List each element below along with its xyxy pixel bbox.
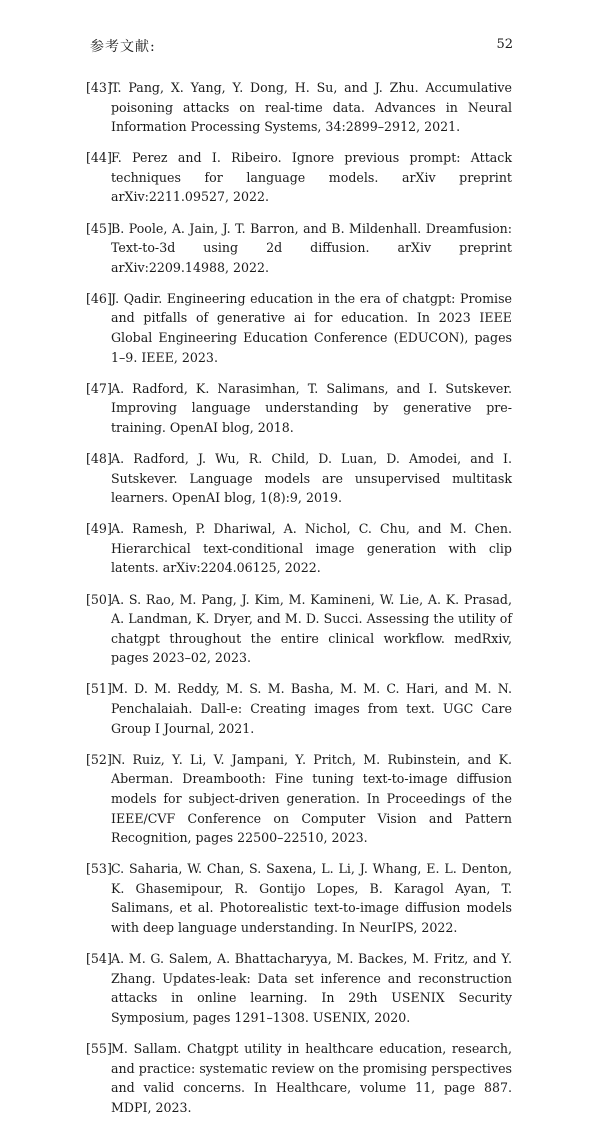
reference-number: [49] bbox=[86, 521, 112, 537]
page-header bbox=[90, 36, 513, 56]
reference-item bbox=[0, 219, 600, 278]
reference-list bbox=[0, 78, 600, 1129]
reference-text: T. Pang, X. Yang, Y. Dong, H. Su, and J. Zhu. Accumulative poisoning attacks on real-time data. Advances in Neural Information Processing Systems, 34:2899–2912, 2021. bbox=[111, 80, 512, 135]
reference-text: A. Radford, J. Wu, R. Child, D. Luan, D. Amodei, and I. Sutskever. Language models are unsupervised multitask learners. OpenAI blog, 1(8):9, 2019. bbox=[111, 451, 512, 506]
reference-number: [50] bbox=[86, 591, 112, 607]
reference-number: [46] bbox=[86, 290, 112, 306]
reference-text: A. S. Rao, M. Pang, J. Kim, M. Kamineni, W. Lie, A. K. Prasad, A. Landman, K. Dryer, and M. D. Succi. Assessing the utility of chatgpt throughout the entire clinical workflow. medRxiv, pages 2023–02, 2023. bbox=[111, 591, 512, 666]
reference-number: [52] bbox=[86, 751, 112, 767]
reference-item bbox=[0, 679, 600, 738]
reference-number: [51] bbox=[86, 681, 112, 697]
reference-text: F. Perez and I. Ribeiro. Ignore previous prompt: Attack techniques for language models. arXiv preprint arXiv:2211.09527, 2022. bbox=[111, 150, 512, 205]
reference-item bbox=[0, 78, 600, 137]
reference-text: A. Ramesh, P. Dhariwal, A. Nichol, C. Chu, and M. Chen. Hierarchical text-conditional image generation with clip latents. arXiv:2204.06125, 2022. bbox=[111, 521, 512, 576]
reference-text: N. Ruiz, Y. Li, V. Jampani, Y. Pritch, M. Rubinstein, and K. Aberman. Dreambooth: Fine tuning text-to-image diffusion models for subject-driven generation. In Proceedings of the IEEE/CVF Conference on Computer Vision and Pattern Recognition, pages 22500–22510, 2023. bbox=[111, 751, 512, 846]
reference-number: [48] bbox=[86, 451, 112, 466]
reference-text: J. Qadir. Engineering education in the era of chatgpt: Promise and pitfalls of generative ai for education. In 2023 IEEE Global Engineering Education Conference (EDUCON), pages 1–9. IEEE, 2023. bbox=[111, 290, 512, 365]
reference-item bbox=[0, 148, 600, 207]
reference-text: M. Sallam. Chatgpt utility in healthcare education, research, and practice: systematic review on the promising perspectives and valid concerns. In Healthcare, volume 11, page 887. MDPI, 2023. bbox=[111, 1040, 512, 1115]
reference-item bbox=[0, 590, 600, 668]
reference-item bbox=[0, 859, 600, 937]
reference-item bbox=[0, 519, 600, 578]
reference-number: [45] bbox=[86, 220, 112, 236]
reference-number: [55] bbox=[86, 1040, 112, 1056]
reference-number: [47] bbox=[86, 380, 112, 396]
reference-text: M. D. M. Reddy, M. S. M. Basha, M. M. C. Hari, and M. N. Penchalaiah. Dall-e: Creating images from text. UGC Care Group I Journal, 2021. bbox=[111, 681, 512, 736]
page-number: 52 bbox=[496, 37, 513, 52]
reference-number: [53] bbox=[86, 861, 112, 877]
reference-text: B. Poole, A. Jain, J. T. Barron, and B. Mildenhall. Dreamfusion: Text-to-3d using 2d diffusion. arXiv preprint arXiv:2209.14988, 2022. bbox=[111, 220, 512, 275]
reference-item bbox=[0, 1039, 600, 1117]
reference-text: C. Saharia, W. Chan, S. Saxena, L. Li, J. Whang, E. L. Denton, K. Ghasemipour, R. Gontijo Lopes, B. Karagol Ayan, T. Salimans, et al. Photorealistic text-to-image diffusion models with deep language understanding. In NeurIPS, 2022. bbox=[111, 861, 512, 935]
reference-number: [43] bbox=[86, 80, 112, 95]
reference-item bbox=[0, 949, 600, 1027]
running-header-title: 参考文献: bbox=[90, 39, 156, 55]
reference-text: A. Radford, K. Narasimhan, T. Salimans, and I. Sutskever. Improving language understanding by generative pre-training. OpenAI blog, 2018. bbox=[111, 380, 512, 435]
reference-item bbox=[0, 449, 600, 508]
reference-number: [54] bbox=[86, 951, 112, 967]
reference-item bbox=[0, 750, 600, 848]
reference-item bbox=[0, 379, 600, 438]
reference-number: [44] bbox=[86, 150, 112, 166]
reference-text: A. M. G. Salem, A. Bhattacharyya, M. Backes, M. Fritz, and Y. Zhang. Updates-leak: Data set inference and reconstruction attacks in online learning. In 29th USENIX Security Symposium, pages 1291–1308. USENIX, 2020. bbox=[111, 951, 512, 1025]
reference-item bbox=[0, 289, 600, 367]
